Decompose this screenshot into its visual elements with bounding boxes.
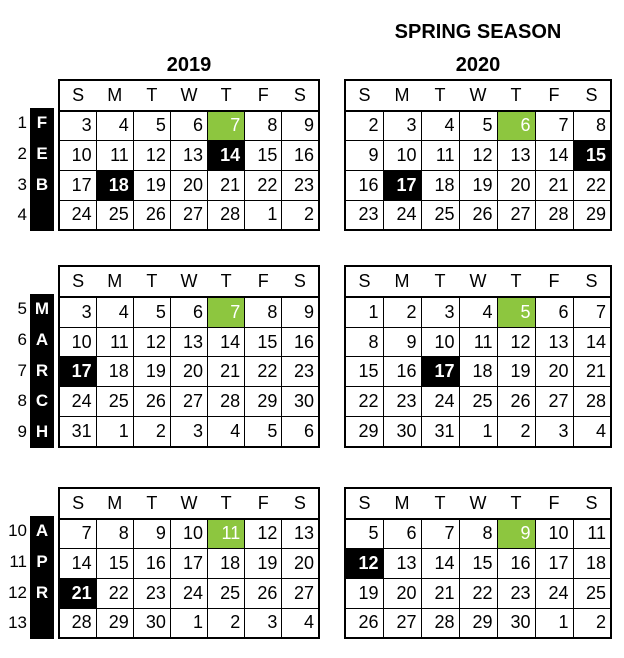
weekday-header: S xyxy=(573,488,611,519)
day-cell: 25 xyxy=(208,578,245,608)
day-cell: 12 xyxy=(345,549,383,579)
day-cell: 4 xyxy=(421,111,459,141)
week-row xyxy=(345,357,611,387)
day-cell: 8 xyxy=(573,111,611,141)
calendar-2019-block-3 xyxy=(58,487,320,639)
day-cell: 20 xyxy=(170,170,207,200)
weekday-header: W xyxy=(170,488,207,519)
day-cell: 8 xyxy=(345,327,383,357)
day-cell: 26 xyxy=(133,200,170,230)
week-row xyxy=(59,297,319,327)
week-number: 13 xyxy=(8,613,27,633)
week-row xyxy=(345,387,611,417)
day-cell: 18 xyxy=(208,549,245,579)
day-cell: 7 xyxy=(535,111,573,141)
weekday-header: T xyxy=(421,266,459,297)
day-cell: 6 xyxy=(282,417,319,447)
day-cell: 6 xyxy=(170,297,207,327)
week-row xyxy=(59,387,319,417)
day-cell: 1 xyxy=(535,608,573,638)
month-letter: C xyxy=(35,391,49,411)
week-row xyxy=(59,200,319,230)
day-cell: 18 xyxy=(459,357,497,387)
day-cell: 22 xyxy=(245,170,282,200)
day-cell: 9 xyxy=(133,519,170,549)
day-cell: 13 xyxy=(170,327,207,357)
day-cell: 16 xyxy=(497,549,535,579)
day-cell: 16 xyxy=(383,357,421,387)
day-cell: 8 xyxy=(96,519,133,549)
day-cell: 5 xyxy=(497,297,535,327)
day-cell: 14 xyxy=(535,141,573,171)
weekday-header: S xyxy=(573,266,611,297)
weekday-header: T xyxy=(208,488,245,519)
day-cell: 23 xyxy=(282,170,319,200)
weekday-header: F xyxy=(245,488,282,519)
day-cell: 12 xyxy=(459,141,497,171)
day-cell: 7 xyxy=(59,519,96,549)
weekday-header: M xyxy=(383,80,421,111)
day-cell: 9 xyxy=(282,297,319,327)
day-cell: 13 xyxy=(282,519,319,549)
day-cell: 9 xyxy=(282,111,319,141)
week-number: 5 xyxy=(17,299,27,318)
month-letter: H xyxy=(35,422,49,442)
day-cell: 4 xyxy=(96,297,133,327)
month-letter: M xyxy=(34,299,50,318)
week-row xyxy=(59,578,319,608)
day-cell: 17 xyxy=(59,170,96,200)
day-cell: 23 xyxy=(133,578,170,608)
day-cell: 22 xyxy=(573,170,611,200)
week-row xyxy=(345,170,611,200)
weekday-header: W xyxy=(170,266,207,297)
day-cell: 4 xyxy=(459,297,497,327)
month-letter: R xyxy=(35,582,49,602)
day-cell: 16 xyxy=(282,327,319,357)
day-cell: 21 xyxy=(535,170,573,200)
day-cell: 31 xyxy=(421,417,459,447)
day-cell: 28 xyxy=(208,200,245,230)
day-cell: 21 xyxy=(208,170,245,200)
day-cell: 6 xyxy=(497,111,535,141)
day-cell: 30 xyxy=(383,417,421,447)
week-row xyxy=(345,608,611,638)
week-row xyxy=(345,111,611,141)
day-cell: 1 xyxy=(96,417,133,447)
week-row xyxy=(345,141,611,171)
weekday-header: T xyxy=(497,488,535,519)
day-cell: 19 xyxy=(497,357,535,387)
day-cell: 3 xyxy=(421,297,459,327)
day-cell: 26 xyxy=(345,608,383,638)
weekday-header: S xyxy=(573,80,611,111)
weekday-header: W xyxy=(459,488,497,519)
weekday-header: S xyxy=(345,488,383,519)
day-cell: 2 xyxy=(497,417,535,447)
day-cell: 27 xyxy=(535,387,573,417)
week-number: 8 xyxy=(17,391,27,411)
day-cell: 22 xyxy=(459,578,497,608)
day-cell: 18 xyxy=(421,170,459,200)
weekday-header: M xyxy=(383,488,421,519)
day-cell: 28 xyxy=(421,608,459,638)
day-cell: 11 xyxy=(573,519,611,549)
day-cell: 2 xyxy=(573,608,611,638)
day-cell: 15 xyxy=(245,141,282,171)
day-cell: 11 xyxy=(459,327,497,357)
day-cell: 24 xyxy=(421,387,459,417)
day-cell: 7 xyxy=(208,111,245,141)
weekday-header: T xyxy=(421,488,459,519)
day-cell: 3 xyxy=(383,111,421,141)
week-number: 9 xyxy=(17,422,27,442)
day-cell: 2 xyxy=(208,608,245,638)
day-cell: 28 xyxy=(59,608,96,638)
day-cell: 15 xyxy=(345,357,383,387)
day-cell: 9 xyxy=(383,327,421,357)
day-cell: 7 xyxy=(208,297,245,327)
day-cell: 24 xyxy=(383,200,421,230)
day-cell: 3 xyxy=(535,417,573,447)
day-cell: 30 xyxy=(133,608,170,638)
day-cell: 16 xyxy=(345,170,383,200)
day-cell: 28 xyxy=(208,387,245,417)
day-cell: 5 xyxy=(345,519,383,549)
week-row xyxy=(59,519,319,549)
day-cell: 15 xyxy=(573,141,611,171)
day-cell: 26 xyxy=(245,578,282,608)
weekday-header: S xyxy=(282,488,319,519)
weekday-header: T xyxy=(497,80,535,111)
month-letter: A xyxy=(35,329,49,349)
day-cell: 19 xyxy=(133,170,170,200)
week-row xyxy=(345,549,611,579)
day-cell: 29 xyxy=(245,387,282,417)
calendar-2020-block-1 xyxy=(344,79,612,231)
weekday-header: T xyxy=(133,80,170,111)
day-cell: 3 xyxy=(245,608,282,638)
week-row xyxy=(59,549,319,579)
day-cell: 14 xyxy=(421,549,459,579)
day-cell: 31 xyxy=(59,417,96,447)
calendar-2019-block-2 xyxy=(58,265,320,448)
year-2020-title: 2020 xyxy=(455,54,501,76)
day-cell: 12 xyxy=(133,141,170,171)
day-cell: 30 xyxy=(497,608,535,638)
day-cell: 8 xyxy=(245,297,282,327)
day-cell: 18 xyxy=(96,170,133,200)
weekday-header: T xyxy=(497,266,535,297)
day-cell: 11 xyxy=(96,327,133,357)
day-cell: 10 xyxy=(170,519,207,549)
day-cell: 4 xyxy=(96,111,133,141)
week-number: 7 xyxy=(17,360,27,380)
day-cell: 15 xyxy=(459,549,497,579)
month-letter: B xyxy=(35,174,49,194)
day-cell: 21 xyxy=(421,578,459,608)
day-cell: 3 xyxy=(170,417,207,447)
day-cell: 27 xyxy=(170,387,207,417)
day-cell: 12 xyxy=(497,327,535,357)
weekday-header: T xyxy=(133,488,170,519)
day-cell: 2 xyxy=(383,297,421,327)
weekday-header: S xyxy=(282,266,319,297)
day-cell: 6 xyxy=(383,519,421,549)
week-number: 3 xyxy=(17,174,27,194)
weekday-header: S xyxy=(345,266,383,297)
weekday-header: W xyxy=(459,266,497,297)
day-cell: 4 xyxy=(282,608,319,638)
week-row xyxy=(345,200,611,230)
day-cell: 23 xyxy=(345,200,383,230)
day-cell: 5 xyxy=(133,111,170,141)
day-cell: 7 xyxy=(421,519,459,549)
week-row xyxy=(59,327,319,357)
day-cell: 3 xyxy=(59,297,96,327)
day-cell: 18 xyxy=(573,549,611,579)
day-cell: 24 xyxy=(59,387,96,417)
month-letter: A xyxy=(35,521,49,540)
calendar-2020-block-3 xyxy=(344,487,612,639)
day-cell: 14 xyxy=(59,549,96,579)
weekday-header: S xyxy=(59,266,96,297)
day-cell: 14 xyxy=(208,327,245,357)
day-cell: 10 xyxy=(59,141,96,171)
day-cell: 21 xyxy=(573,357,611,387)
month-letter: P xyxy=(36,551,48,571)
day-cell: 4 xyxy=(208,417,245,447)
day-cell: 24 xyxy=(535,578,573,608)
day-cell: 1 xyxy=(170,608,207,638)
day-cell: 10 xyxy=(421,327,459,357)
weekday-header: T xyxy=(208,80,245,111)
day-cell: 6 xyxy=(535,297,573,327)
day-cell: 8 xyxy=(245,111,282,141)
day-cell: 25 xyxy=(459,387,497,417)
day-cell: 29 xyxy=(96,608,133,638)
day-cell: 16 xyxy=(133,549,170,579)
day-cell: 1 xyxy=(345,297,383,327)
weekday-header: M xyxy=(96,488,133,519)
day-cell: 21 xyxy=(208,357,245,387)
day-cell: 5 xyxy=(459,111,497,141)
day-cell: 20 xyxy=(497,170,535,200)
day-cell: 10 xyxy=(383,141,421,171)
day-cell: 23 xyxy=(383,387,421,417)
week-number: 4 xyxy=(17,205,27,225)
month-letter: R xyxy=(35,360,49,380)
weekday-header: S xyxy=(59,80,96,111)
week-row xyxy=(345,417,611,447)
day-cell: 25 xyxy=(573,578,611,608)
week-row xyxy=(59,608,319,638)
week-row xyxy=(345,297,611,327)
day-cell: 29 xyxy=(459,608,497,638)
day-cell: 22 xyxy=(96,578,133,608)
day-cell: 25 xyxy=(96,200,133,230)
week-row xyxy=(345,519,611,549)
day-cell: 11 xyxy=(208,519,245,549)
week-number: 11 xyxy=(9,551,27,571)
day-cell: 19 xyxy=(245,549,282,579)
day-cell: 11 xyxy=(421,141,459,171)
day-cell: 20 xyxy=(535,357,573,387)
day-cell: 17 xyxy=(383,170,421,200)
day-cell: 22 xyxy=(245,357,282,387)
year-2019-title: 2019 xyxy=(166,54,212,76)
day-cell: 15 xyxy=(245,327,282,357)
weekday-header: F xyxy=(245,266,282,297)
week-number: 1 xyxy=(17,113,27,132)
day-cell: 20 xyxy=(282,549,319,579)
day-cell: 4 xyxy=(573,417,611,447)
day-cell: 26 xyxy=(459,200,497,230)
weekday-header: F xyxy=(535,488,573,519)
day-cell: 22 xyxy=(345,387,383,417)
weekday-header: F xyxy=(535,266,573,297)
day-cell: 15 xyxy=(96,549,133,579)
day-cell: 27 xyxy=(282,578,319,608)
week-number: 6 xyxy=(17,329,27,349)
weekday-header: W xyxy=(170,80,207,111)
week-number: 2 xyxy=(17,143,27,163)
day-cell: 19 xyxy=(133,357,170,387)
day-cell: 6 xyxy=(170,111,207,141)
day-cell: 5 xyxy=(133,297,170,327)
day-cell: 26 xyxy=(133,387,170,417)
weekday-header: T xyxy=(421,80,459,111)
day-cell: 2 xyxy=(133,417,170,447)
day-cell: 28 xyxy=(535,200,573,230)
weekday-header: T xyxy=(208,266,245,297)
day-cell: 19 xyxy=(459,170,497,200)
weekday-header: M xyxy=(96,266,133,297)
day-cell: 2 xyxy=(345,111,383,141)
week-row xyxy=(59,417,319,447)
day-cell: 13 xyxy=(497,141,535,171)
week-number: 10 xyxy=(8,521,27,540)
week-row xyxy=(345,578,611,608)
weekday-header: S xyxy=(59,488,96,519)
weekday-header: S xyxy=(345,80,383,111)
weekday-header: F xyxy=(245,80,282,111)
day-cell: 13 xyxy=(383,549,421,579)
day-cell: 29 xyxy=(573,200,611,230)
weekday-header: M xyxy=(383,266,421,297)
weekday-header: S xyxy=(282,80,319,111)
weekday-header: M xyxy=(96,80,133,111)
day-cell: 1 xyxy=(459,417,497,447)
week-row xyxy=(345,327,611,357)
day-cell: 27 xyxy=(497,200,535,230)
day-cell: 14 xyxy=(208,141,245,171)
weekday-header: F xyxy=(535,80,573,111)
day-cell: 24 xyxy=(170,578,207,608)
day-cell: 20 xyxy=(383,578,421,608)
day-cell: 9 xyxy=(497,519,535,549)
day-cell: 13 xyxy=(170,141,207,171)
day-cell: 1 xyxy=(245,200,282,230)
week-number: 12 xyxy=(8,582,27,602)
day-cell: 17 xyxy=(535,549,573,579)
day-cell: 30 xyxy=(282,387,319,417)
day-cell: 16 xyxy=(282,141,319,171)
weekday-header: W xyxy=(459,80,497,111)
day-cell: 24 xyxy=(59,200,96,230)
day-cell: 11 xyxy=(96,141,133,171)
day-cell: 12 xyxy=(245,519,282,549)
month-letter: E xyxy=(36,143,48,163)
week-row xyxy=(59,111,319,141)
day-cell: 3 xyxy=(59,111,96,141)
day-cell: 18 xyxy=(96,357,133,387)
calendar-2020-block-2 xyxy=(344,265,612,448)
day-cell: 21 xyxy=(59,578,96,608)
day-cell: 26 xyxy=(497,387,535,417)
day-cell: 20 xyxy=(170,357,207,387)
weekday-header: T xyxy=(133,266,170,297)
day-cell: 19 xyxy=(345,578,383,608)
day-cell: 29 xyxy=(345,417,383,447)
day-cell: 2 xyxy=(282,200,319,230)
day-cell: 9 xyxy=(345,141,383,171)
day-cell: 10 xyxy=(59,327,96,357)
day-cell: 17 xyxy=(59,357,96,387)
week-row xyxy=(59,141,319,171)
season-title: SPRING SEASON xyxy=(394,21,562,43)
day-cell: 17 xyxy=(421,357,459,387)
day-cell: 13 xyxy=(535,327,573,357)
day-cell: 7 xyxy=(573,297,611,327)
day-cell: 12 xyxy=(133,327,170,357)
day-cell: 27 xyxy=(383,608,421,638)
day-cell: 5 xyxy=(245,417,282,447)
day-cell: 28 xyxy=(573,387,611,417)
month-letter: F xyxy=(36,113,48,132)
week-row xyxy=(59,170,319,200)
day-cell: 27 xyxy=(170,200,207,230)
day-cell: 14 xyxy=(573,327,611,357)
calendar-2019-block-1 xyxy=(58,79,320,231)
week-row xyxy=(59,357,319,387)
day-cell: 25 xyxy=(96,387,133,417)
day-cell: 23 xyxy=(282,357,319,387)
day-cell: 17 xyxy=(170,549,207,579)
day-cell: 25 xyxy=(421,200,459,230)
day-cell: 8 xyxy=(459,519,497,549)
day-cell: 23 xyxy=(497,578,535,608)
day-cell: 10 xyxy=(535,519,573,549)
